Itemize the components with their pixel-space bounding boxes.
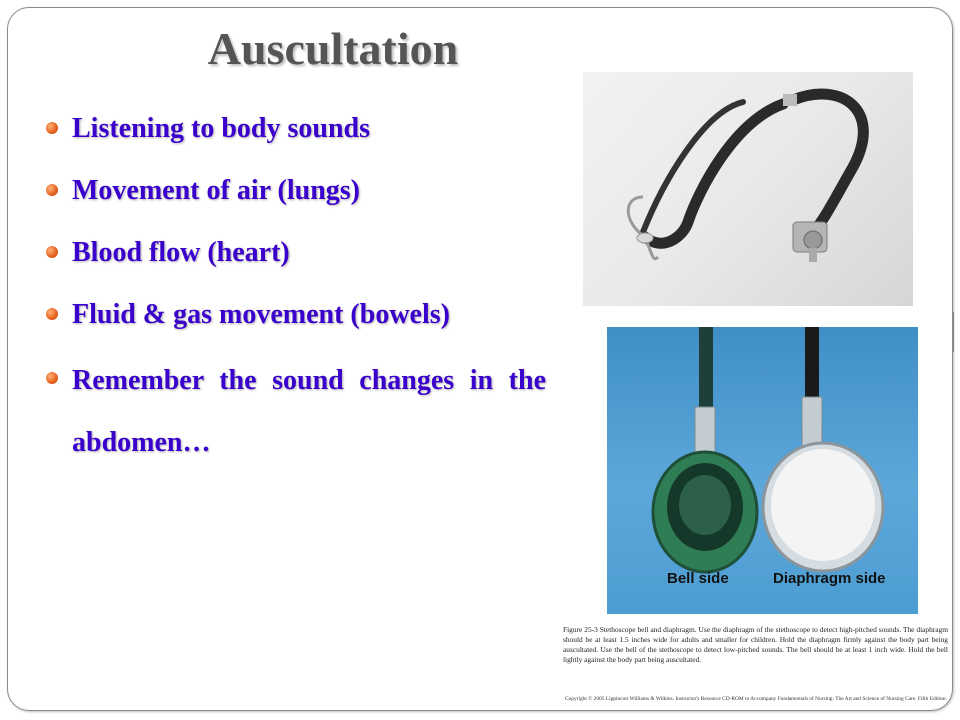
bullet-text: Fluid & gas movement (bowels) (72, 299, 450, 330)
bullet-item (46, 235, 546, 270)
slide-title: Auscultation (207, 23, 459, 74)
bell-side-label: Bell side (667, 570, 729, 587)
bullet-dot-icon (46, 122, 58, 134)
copyright-text: Copyright © 2005 Lippincott Williams & Wilkins. Instructor's Resource CD-ROM to Accompany Fundamentals of Nursing: The Art and Science of Nursing Care. Fifth Edition. (565, 696, 947, 702)
bullet-text: Blood flow (heart) (72, 237, 290, 268)
diaphragm-side-label: Diaphragm side (773, 570, 886, 587)
bullet-text: Listening to body sounds (72, 113, 371, 144)
divider (952, 312, 954, 352)
bullet-dot-icon (46, 184, 58, 196)
bullet-item (46, 350, 546, 473)
figure-caption: Figure 25-3 Stethoscope bell and diaphragm. Use the diaphragm of the stethoscope to detect high-pitched sounds. The diaphragm should be at least 1.5 inches wide for adults and smaller for children. Hold the diaphragm firmly against the body part being auscultated. Use the bell of the stethoscope to detect low-pitched sounds. The bell should be at least 1 inch wide. Hold the bell lightly against the body part being auscultated. (563, 625, 948, 664)
bullet-item (46, 111, 546, 146)
bullet-dot-icon (46, 308, 58, 320)
bullet-item (46, 173, 546, 208)
bell-diaphragm-photo (607, 327, 918, 614)
stethoscope-icon (583, 72, 913, 306)
bullet-text: Movement of air (lungs) (72, 175, 360, 206)
bullet-list (46, 111, 546, 500)
bullet-dot-icon (46, 372, 58, 384)
bullet-item (46, 297, 546, 332)
bullet-text: Remember the sound changes in the abdomen… (72, 365, 546, 458)
stethoscope-photo (583, 72, 913, 306)
bullet-dot-icon (46, 246, 58, 258)
